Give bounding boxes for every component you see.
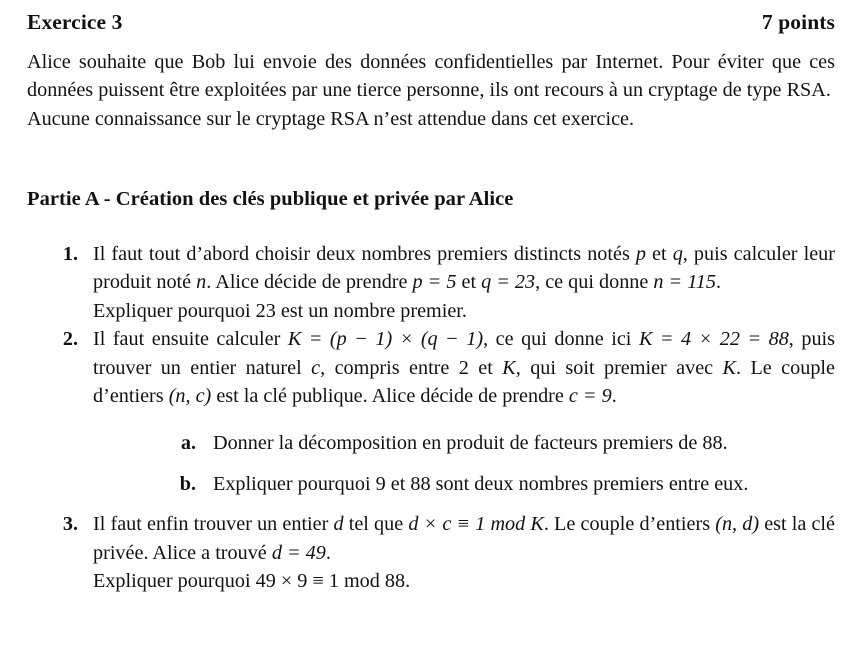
question-marker-3: 3. (62, 513, 78, 536)
q1-eq-q: q = 23 (481, 271, 536, 294)
question-list (0, 240, 862, 595)
exercise-title: Exercice 3 (27, 10, 123, 34)
q2-var-k-2: K (722, 356, 737, 379)
question-body-3 (93, 510, 835, 567)
q2-formula-k: K = (p − 1) × (q − 1) (287, 328, 484, 351)
q1-var-n: n (196, 271, 207, 294)
question-item-1 (0, 240, 862, 325)
subquestion-item-a (93, 429, 835, 457)
q1-seg4: . Alice décide de prendre (206, 271, 413, 294)
intro-paragraph-2: Aucune connaissance sur le cryptage RSA n’est attendue dans cet exercice. (27, 107, 635, 130)
subquestion-marker-a: a. (180, 432, 196, 455)
question-body-2 (93, 325, 835, 410)
q2-var-c: c (311, 356, 321, 379)
question-2-sublist (93, 429, 835, 498)
q3-seg3: . Le couple d’entiers (543, 513, 716, 536)
q1-eq-p: p = 5 (412, 271, 457, 294)
q2-seg4: , compris entre 2 et (320, 356, 503, 379)
question-follow-3: Expliquer pourquoi 49 × 9 ≡ 1 mod 88. (93, 570, 411, 593)
q2-seg1: Il faut ensuite calculer (93, 328, 288, 351)
q1-seg1: Il faut tout d’abord choisir deux nombres premiers distincts notés (93, 243, 636, 265)
q1-seg3: , puis calculer leur produit noté (93, 243, 835, 294)
question-follow-1: Expliquer pourquoi 23 est un nombre premier. (93, 299, 467, 322)
q2-seg8: . (611, 385, 617, 408)
q2-seg6: . Le couple d’entiers (93, 356, 835, 408)
intro-paragraph-1: Alice souhaite que Bob lui envoie des données confidentielles par Internet. Pour éviter que ces données puissent être exploitées par une tierce personne, ils ont recours à un cryptage de type RSA. (27, 51, 835, 102)
q3-eq-d: d = 49 (271, 541, 326, 564)
intro-block (27, 48, 835, 133)
q2-seg7: est la clé publique. Alice décide de prendre (211, 385, 569, 408)
q3-seg2: tel que (343, 513, 409, 536)
q2-seg5: , qui soit premier avec (515, 356, 723, 379)
exercise-header (27, 10, 835, 35)
q2-formula-k-value: K = 4 × 22 = 88 (638, 328, 789, 351)
question-body-1 (93, 240, 835, 297)
question-item-3 (0, 510, 862, 595)
q1-eq-n: n = 115 (653, 271, 716, 294)
q3-seg1: Il faut enfin trouver un entier (93, 513, 334, 536)
subquestion-item-b (93, 470, 835, 498)
q2-seg2: , ce qui donne ici (483, 328, 639, 351)
q1-seg6: , ce qui donne (535, 271, 654, 294)
q1-seg7: . (716, 271, 722, 294)
q1-seg5: et (456, 271, 482, 294)
q3-congruence: d × c ≡ 1 mod K (408, 513, 544, 536)
q1-seg2: et (645, 243, 673, 265)
subquestion-text-a: Donner la décomposition en produit de facteurs premiers de 88. (213, 432, 728, 455)
q2-var-k: K (502, 356, 516, 379)
q3-var-d: d (333, 513, 344, 536)
question-item-2 (0, 325, 862, 498)
q3-seg4: est la clé privée. Alice a trouvé (93, 513, 836, 564)
subquestion-marker-b: b. (179, 472, 196, 495)
q2-eq-c: c = 9 (568, 385, 612, 408)
partie-a-heading: Partie A - Création des clés publique et privée par Alice (27, 188, 514, 210)
exercise-points: 7 points (761, 10, 835, 34)
question-marker-1: 1. (62, 243, 78, 265)
subquestion-text-b: Expliquer pourquoi 9 et 88 sont deux nombres premiers entre eux. (213, 472, 749, 495)
q1-var-p: p (635, 243, 646, 265)
q2-pair-nc: (n, c) (168, 385, 212, 408)
q3-seg5: . (325, 541, 331, 564)
q3-pair-nd: (n, d) (715, 513, 760, 536)
q2-seg3: , puis trouver un entier naturel (93, 328, 836, 379)
question-marker-2: 2. (62, 328, 78, 351)
q1-var-q: q (672, 243, 683, 265)
